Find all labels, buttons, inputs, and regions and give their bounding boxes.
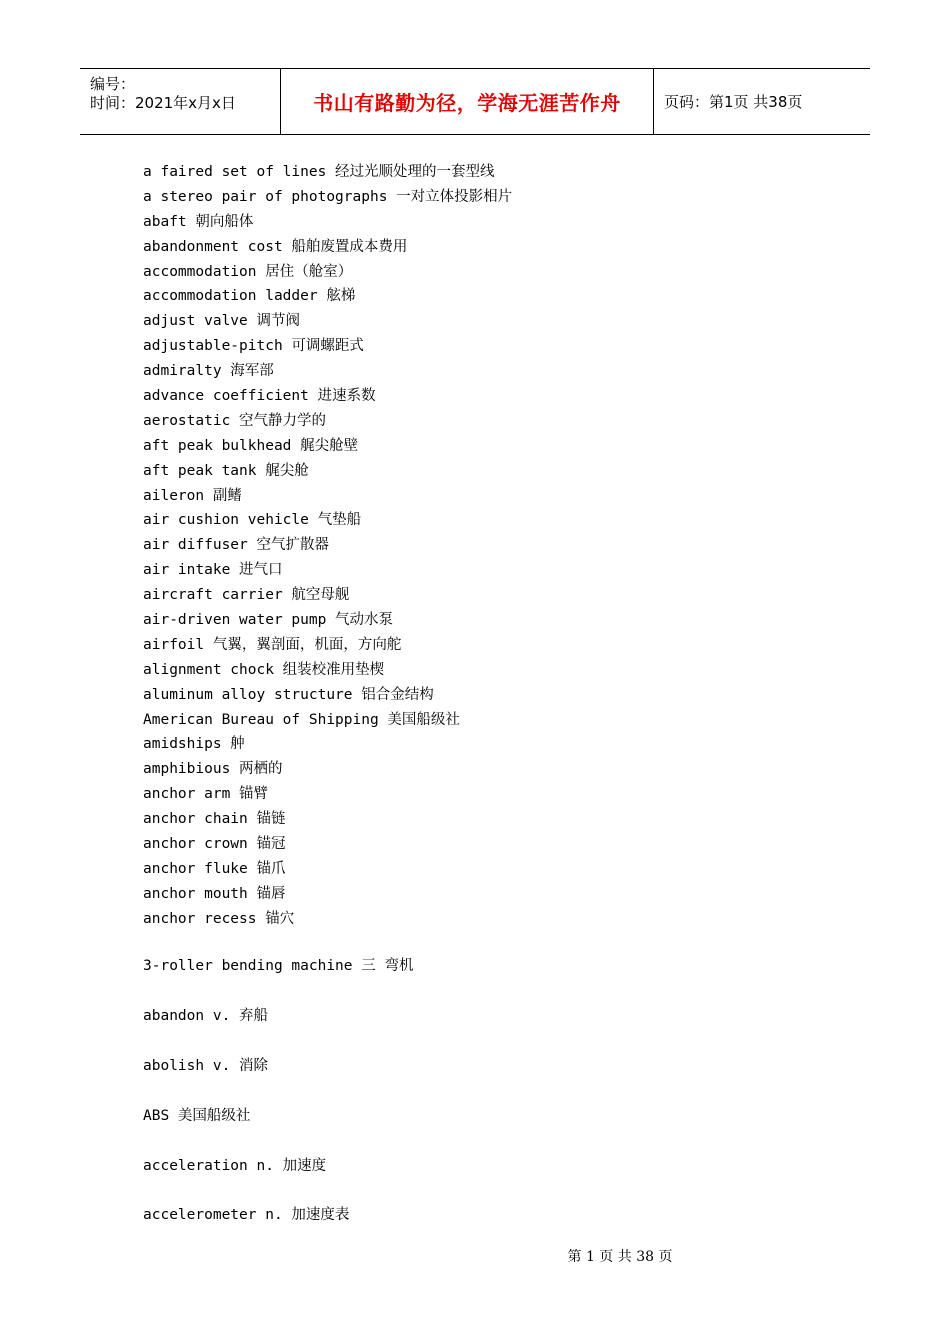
glossary-entry: air diffuser 空气扩散器: [143, 537, 329, 554]
glossary-entry: abolish v. 消除: [143, 1057, 269, 1074]
header-info-cell: [80, 69, 281, 134]
glossary-entry: anchor chain 锚链: [143, 811, 286, 828]
glossary-entry: admiralty 海军部: [143, 363, 274, 380]
glossary-list-spaced: [143, 954, 843, 1253]
glossary-entry: 3-roller bending machine 三 弯机: [143, 958, 414, 974]
glossary-entry: air cushion vehicle 气垫船: [143, 512, 362, 529]
glossary-entry: a faired set of lines 经过光顺处理的一套型线: [143, 164, 495, 180]
glossary-entry: ABS 美国船级社: [143, 1107, 251, 1124]
glossary-entry: American Bureau of Shipping 美国船级社: [143, 711, 460, 728]
glossary-entry: air-driven water pump 气动水泵: [143, 612, 394, 629]
glossary-entry: anchor arm 锚臂: [143, 786, 269, 803]
glossary-list: [143, 160, 843, 932]
glossary-entry: airfoil 气翼，翼剖面，机面，方向舵: [143, 636, 402, 653]
glossary-entry: aft peak tank 艉尖舱: [143, 462, 309, 479]
glossary-entry: accommodation 居住（舱室）: [143, 263, 353, 280]
glossary-entry: accelerometer n. 加速度表: [143, 1207, 350, 1224]
glossary-entry: abandon v. 弃船: [143, 1007, 269, 1024]
glossary-entry: adjust valve 调节阀: [143, 313, 300, 330]
page-header: [80, 68, 870, 135]
glossary-entry: aft peak bulkhead 艉尖舱壁: [143, 437, 359, 454]
glossary-entry: anchor crown 锚冠: [143, 836, 286, 853]
glossary-entry: aerostatic 空气静力学的: [143, 412, 327, 429]
glossary-entry: abandonment cost 船舶废置成本费用: [143, 238, 408, 255]
header-motto: 书山有路勤为径，学海无涯苦作舟: [313, 91, 621, 115]
glossary-entry: amphibious 两栖的: [143, 761, 283, 778]
glossary-entry: a stereo pair of photographs 一对立体投影相片: [143, 188, 513, 205]
glossary-entry: air intake 进气口: [143, 562, 283, 579]
glossary-entry: aircraft carrier 航空母舰: [143, 587, 350, 604]
glossary-entry: acceleration n. 加速度: [143, 1157, 327, 1174]
glossary-entry: adjustable-pitch 可调螺距式: [143, 338, 364, 355]
glossary-entry: anchor recess 锚穴: [143, 910, 295, 927]
glossary-entry: aluminum alloy structure 铝合金结构: [143, 686, 434, 703]
header-page-cell: [654, 69, 870, 134]
glossary-entry: advance coefficient 进速系数: [143, 388, 376, 405]
glossary-entry: anchor mouth 锚唇: [143, 885, 286, 902]
glossary-entry: abaft 朝向船体: [143, 213, 254, 230]
glossary-entry: alignment chock 组装校准用垫楔: [143, 661, 385, 678]
glossary-entry: aileron 副鳍: [143, 487, 242, 504]
header-motto-cell: [281, 69, 654, 134]
header-page-label: 页码：第1页 共38页: [664, 93, 803, 111]
glossary-entry: accommodation ladder 舷梯: [143, 288, 356, 305]
glossary-entry: amidships 舯: [143, 736, 245, 753]
glossary-entry: anchor fluke 锚爪: [143, 860, 286, 877]
document-date-label: 时间：2021年x月x日: [90, 94, 236, 112]
document-number-label: 编号：: [90, 75, 136, 93]
page-footer: 第 1 页 共 38 页: [567, 1249, 673, 1265]
